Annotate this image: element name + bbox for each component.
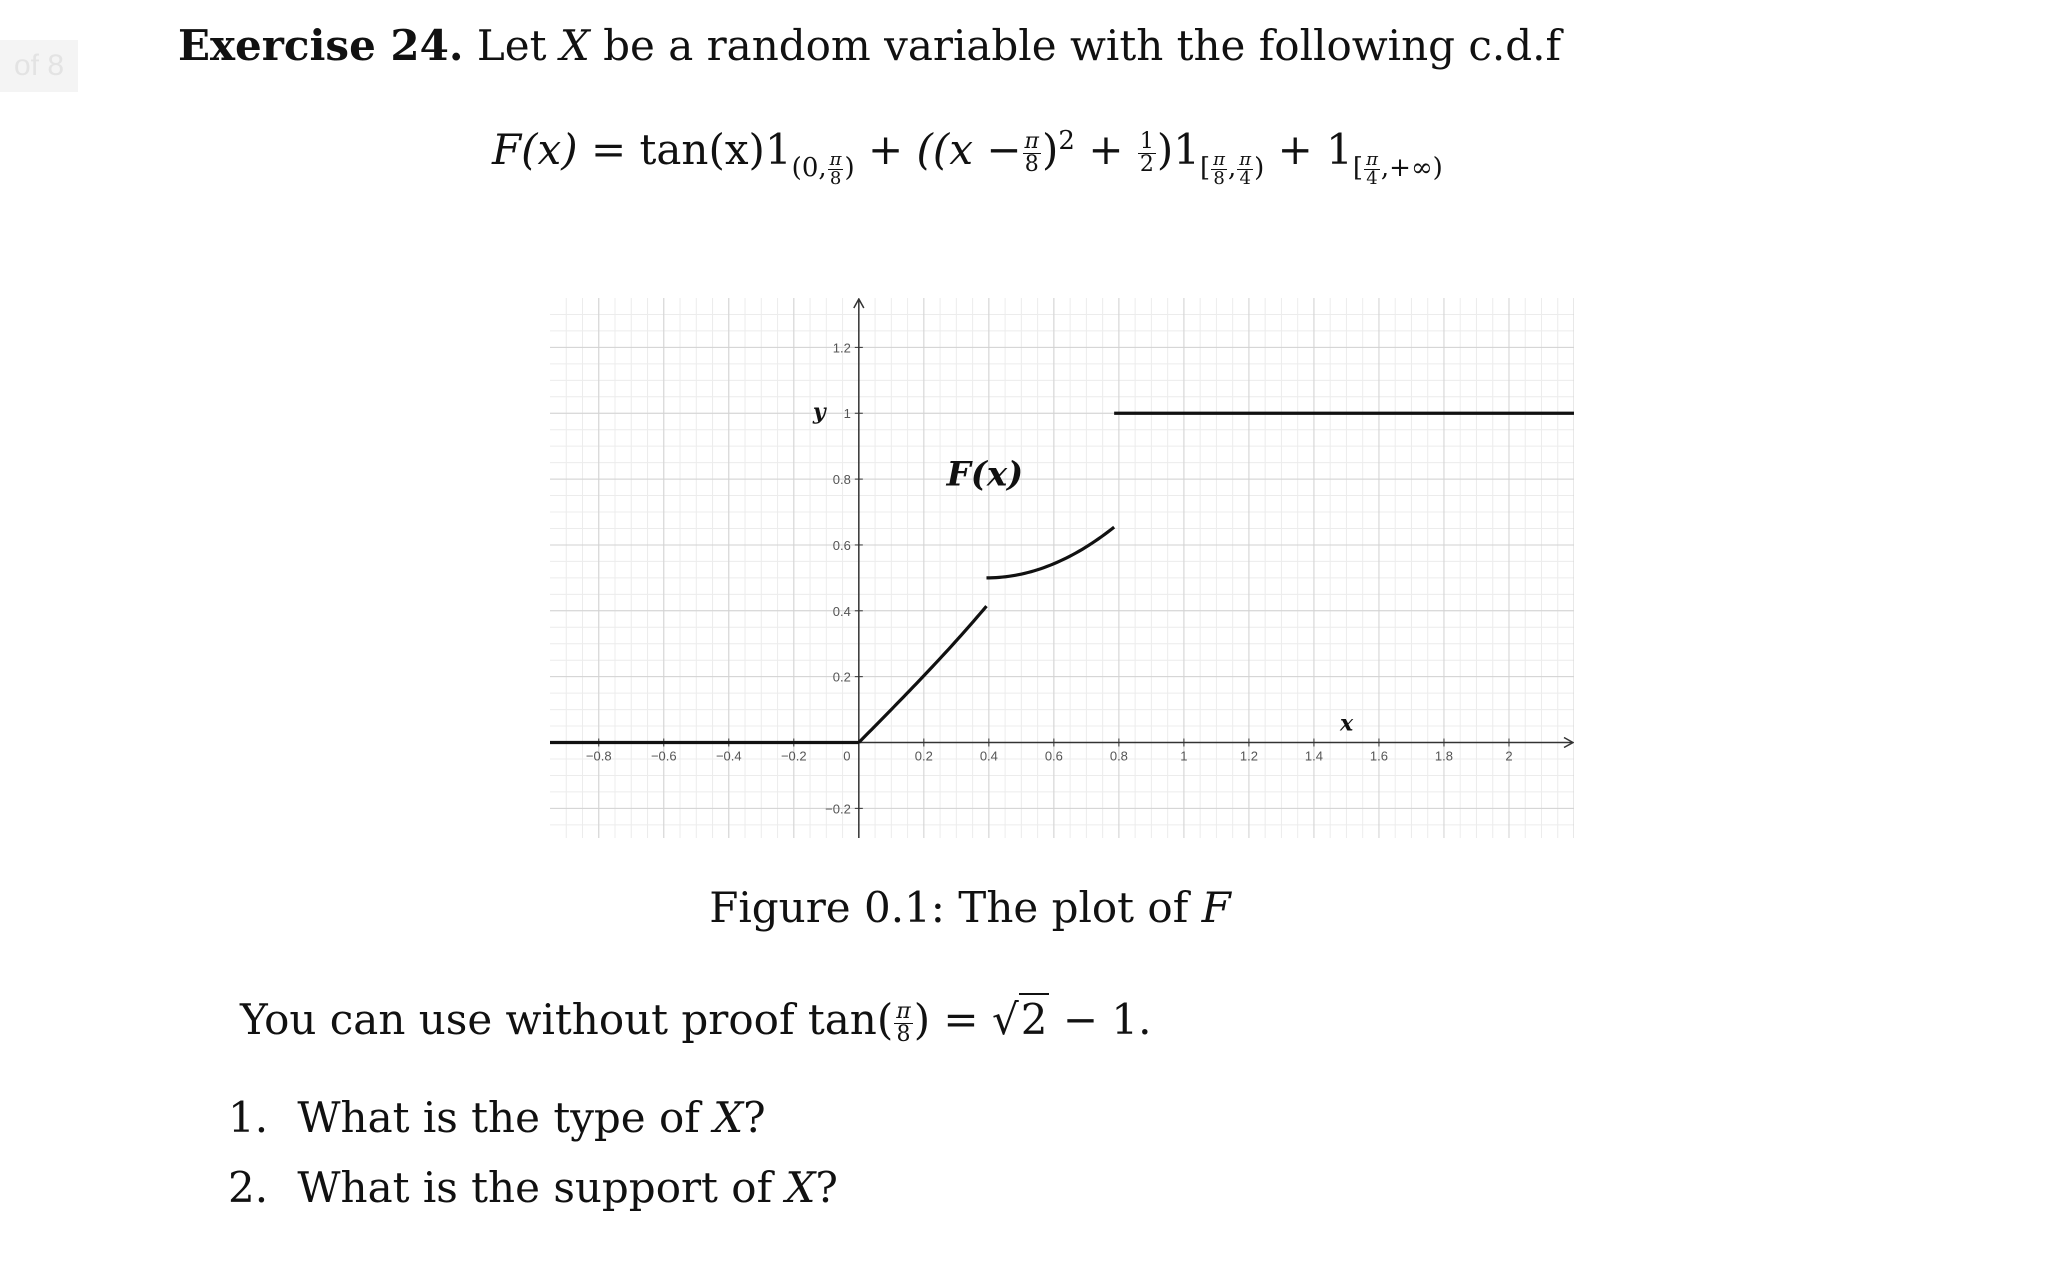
y-tick-label: 0.6 xyxy=(832,537,851,553)
x-axis-label: x xyxy=(1339,710,1354,737)
x-tick-label: 1 xyxy=(1180,748,1188,764)
heading-text-1: Let xyxy=(476,21,547,70)
cdf-segment-quadratic xyxy=(986,527,1114,578)
cdf-segment-tan xyxy=(859,606,987,742)
hint-frac: $\frac{\pi}{8}$ xyxy=(896,998,911,1047)
hint-sqrt: √2 xyxy=(991,995,1048,1044)
x-tick-label: 1.4 xyxy=(1304,748,1323,764)
x-tick-label: −0.4 xyxy=(715,748,742,764)
hint-rest: − 1. xyxy=(1062,995,1152,1044)
figure-caption xyxy=(0,880,1940,936)
question-text: What is the type of xyxy=(297,1093,700,1142)
hint-func: tan( xyxy=(807,995,894,1044)
x-tick-label: 2 xyxy=(1505,748,1513,764)
x-tick-label: −0.2 xyxy=(780,748,807,764)
y-axis-label: y xyxy=(812,399,826,426)
formula-sub2: [ π 8 , π 4 ) xyxy=(1199,148,1265,189)
y-tick-label: 1.2 xyxy=(832,340,851,356)
x-tick-label: −0.6 xyxy=(650,748,677,764)
y-tick-label: 0.4 xyxy=(832,603,851,619)
formula-term3: 1 xyxy=(1326,125,1353,174)
x-tick-label: 0.4 xyxy=(979,748,998,764)
curve-label: F(x) xyxy=(946,454,1024,495)
x-tick-label: −0.8 xyxy=(585,748,612,764)
caption-text: Figure 0.1: The plot of xyxy=(709,883,1189,932)
question-number: 2. xyxy=(228,1163,269,1212)
question-item: 1. What is the type of X? xyxy=(228,1090,838,1146)
formula-plus-3: + xyxy=(1277,125,1313,174)
question-list xyxy=(228,1090,838,1230)
cdf-plot-svg xyxy=(550,298,1574,838)
formula-plus-1: + xyxy=(867,125,904,174)
cdf-plot xyxy=(550,298,1574,838)
formula-term2-close: )1 xyxy=(1156,125,1200,174)
x-tick-label: 0.6 xyxy=(1044,748,1063,764)
formula-exponent: 2 xyxy=(1058,126,1075,156)
exercise-heading xyxy=(178,18,1561,74)
x-tick-label: 1.2 xyxy=(1239,748,1258,764)
formula-frac-half: $\frac{1}{2}$ xyxy=(1139,128,1154,177)
formula-term1: tan(x)1 xyxy=(639,125,792,174)
cdf-formula: $F(x) = \tan(x)1_{(0, \frac{\pi}{8} )} + ((x$ − $\frac{\pi}{8}$ )$^2$ + $\frac{1}{2}$ )$1_{[ \frac{\pi}{8} , \frac{\pi}{4} )} + 1_{[ \frac{\pi}{4} ,+\infty)}$ xyxy=(492,125,1443,189)
question-variable: X xyxy=(785,1163,816,1212)
formula-sub3: [ π 4 ,+∞) xyxy=(1352,148,1443,189)
question-text: What is the support of xyxy=(297,1163,773,1212)
y-tick-label: −0.2 xyxy=(825,801,851,817)
formula-sub1: (0, π 8 ) xyxy=(791,148,855,189)
formula-term2-open: ((x − xyxy=(916,125,1022,174)
formula-lhs: F(x) = xyxy=(492,125,627,174)
y-tick-label: 0.8 xyxy=(832,472,851,488)
question-variable: X xyxy=(713,1093,744,1142)
hint-close: ) = xyxy=(913,995,979,1044)
question-number: 1. xyxy=(228,1093,269,1142)
x-tick-label: 1.8 xyxy=(1434,748,1454,764)
x-tick-label: 0.8 xyxy=(1109,748,1128,764)
hint-text: You can use without proof xyxy=(240,995,795,1044)
question-item: 2. What is the support of X? xyxy=(228,1160,838,1216)
x-tick-label: 0.2 xyxy=(914,748,933,764)
y-tick-label: 0.2 xyxy=(832,669,851,685)
hint-line xyxy=(240,990,1151,1050)
heading-text-2: be a random variable with the following c.d.f xyxy=(603,21,1562,70)
x-tick-label: 1.6 xyxy=(1369,748,1388,764)
formula-frac-pi-8: $\frac{\pi}{8}$ xyxy=(1024,128,1040,177)
x-tick-label: 0 xyxy=(843,748,851,764)
exercise-number: Exercise 24. xyxy=(178,21,464,70)
page-indicator: of 8 xyxy=(0,40,78,92)
y-tick-label: 1 xyxy=(843,406,851,422)
heading-variable: X xyxy=(559,21,590,70)
caption-variable: F xyxy=(1201,883,1231,932)
formula-plus-2: + xyxy=(1088,125,1124,174)
